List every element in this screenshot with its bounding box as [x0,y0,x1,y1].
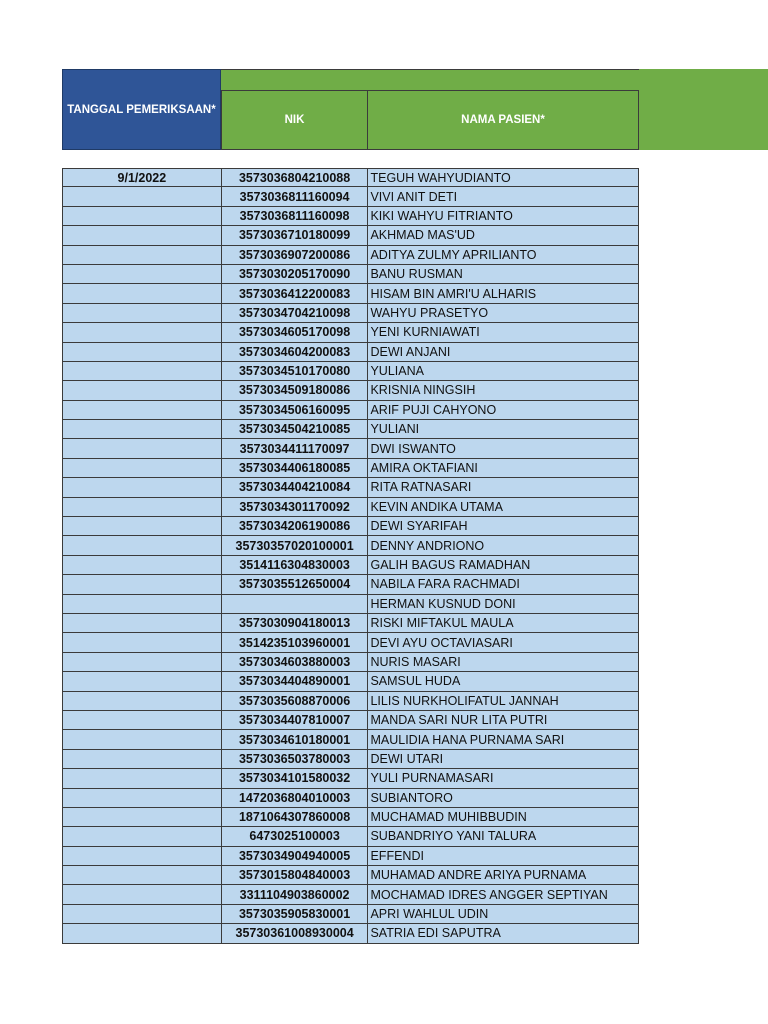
name-cell[interactable]: KRISNIA NINGSIH [367,380,639,400]
nik-cell[interactable]: 3573015804840003 [221,865,369,885]
name-cell[interactable]: KEVIN ANDIKA UTAMA [367,497,639,517]
table-row [62,614,639,633]
table-row [62,633,639,652]
name-cell[interactable]: YULI PURNAMASARI [367,768,639,788]
nik-cell[interactable]: 3573030904180013 [221,613,369,633]
nik-cell[interactable]: 3573034506160095 [221,400,369,420]
table-row [62,265,639,284]
date-cell[interactable] [62,283,222,303]
table-row [62,924,639,943]
name-cell[interactable]: RITA RATNASARI [367,477,639,497]
name-cell[interactable]: TEGUH WAHYUDIANTO [367,168,639,188]
nik-cell[interactable]: 6473025100003 [221,826,369,846]
nik-cell[interactable]: 3573030205170090 [221,264,369,284]
table-row [62,343,639,362]
name-cell[interactable]: SATRIA EDI SAPUTRA [367,923,639,943]
date-cell[interactable] [62,322,222,342]
date-cell[interactable] [62,710,222,730]
table-row [62,885,639,904]
table-row [62,381,639,400]
name-cell[interactable]: YENI KURNIAWATI [367,322,639,342]
nik-cell[interactable]: 3573036811160098 [221,206,369,226]
nik-cell[interactable]: 3573036710180099 [221,225,369,245]
table-row [62,847,639,866]
table-row [62,362,639,381]
name-cell[interactable]: MUHAMAD ANDRE ARIYA PURNAMA [367,865,639,885]
date-cell[interactable] [62,245,222,265]
date-cell[interactable] [62,438,222,458]
nik-cell[interactable]: 3573036503780003 [221,749,369,769]
header-nama-label: NAMA PASIEN* [461,114,545,126]
name-cell[interactable]: MOCHAMAD IDRES ANGGER SEPTIYAN [367,884,639,904]
table-row [62,711,639,730]
date-cell[interactable] [62,729,222,749]
name-cell[interactable]: NABILA FARA RACHMADI [367,574,639,594]
table-row [62,769,639,788]
table-row [62,730,639,749]
nik-cell[interactable]: 3514116304830003 [221,555,369,575]
name-cell[interactable]: ADITYA ZULMY APRILIANTO [367,245,639,265]
name-cell[interactable]: WAHYU PRASETYO [367,303,639,323]
name-cell[interactable]: DEWI SYARIFAH [367,516,639,536]
name-cell[interactable]: ARIF PUJI CAHYONO [367,400,639,420]
date-cell[interactable] [62,807,222,827]
table-row [62,692,639,711]
table-row [62,827,639,846]
nik-cell[interactable]: 35730361008930004 [221,923,369,943]
table-row [62,439,639,458]
name-cell[interactable]: APRI WAHLUL UDIN [367,904,639,924]
name-cell[interactable]: BANU RUSMAN [367,264,639,284]
name-cell[interactable]: AKHMAD MAS'UD [367,225,639,245]
table-row [62,187,639,206]
table-row [62,750,639,769]
date-cell[interactable] [62,264,222,284]
date-cell[interactable] [62,186,222,206]
table-row [62,168,639,187]
header-tanggal-label: TANGGAL PEMERIKSAAN* [67,103,216,116]
name-cell[interactable]: YULIANA [367,361,639,381]
nik-cell[interactable]: 3573034510170080 [221,361,369,381]
nik-cell[interactable]: 3573034301170092 [221,497,369,517]
date-cell[interactable] [62,400,222,420]
date-cell[interactable] [62,303,222,323]
table-row [62,517,639,536]
name-cell[interactable]: SUBANDRIYO YANI TALURA [367,826,639,846]
name-cell[interactable]: MANDA SARI NUR LITA PUTRI [367,710,639,730]
nik-cell[interactable]: 3573035905830001 [221,904,369,924]
date-cell[interactable] [62,749,222,769]
name-cell[interactable]: AMIRA OKTAFIANI [367,458,639,478]
nik-cell[interactable]: 3573034411170097 [221,438,369,458]
nik-cell[interactable]: 3573034605170098 [221,322,369,342]
name-cell[interactable]: SUBIANTORO [367,788,639,808]
date-cell[interactable] [62,632,222,652]
date-cell[interactable] [62,594,222,614]
date-cell[interactable] [62,361,222,381]
name-cell[interactable]: RISKI MIFTAKUL MAULA [367,613,639,633]
nik-cell[interactable] [221,594,369,614]
date-cell[interactable] [62,380,222,400]
nik-cell[interactable]: 3311104903860002 [221,884,369,904]
nik-cell[interactable]: 1871064307860008 [221,807,369,827]
nik-cell[interactable]: 3573034509180086 [221,380,369,400]
name-cell[interactable]: HISAM BIN AMRI'U ALHARIS [367,283,639,303]
nik-cell[interactable]: 3573036412200083 [221,283,369,303]
date-cell[interactable] [62,574,222,594]
table-row [62,672,639,691]
nik-cell[interactable]: 3573034404890001 [221,671,369,691]
table-row [62,207,639,226]
date-cell[interactable]: 9/1/2022 [62,168,222,188]
name-cell[interactable]: GALIH BAGUS RAMADHAN [367,555,639,575]
nik-cell[interactable]: 3573034206190086 [221,516,369,536]
date-cell[interactable] [62,846,222,866]
date-cell[interactable] [62,342,222,362]
table-row [62,653,639,672]
date-cell[interactable] [62,458,222,478]
nik-cell[interactable]: 3573034604200083 [221,342,369,362]
table-row [62,556,639,575]
name-cell[interactable]: HERMAN KUSNUD DONI [367,594,639,614]
header-green-band [639,69,768,150]
name-cell[interactable]: DEWI UTARI [367,749,639,769]
nik-cell[interactable]: 3573035512650004 [221,574,369,594]
nik-cell[interactable]: 1472036804010003 [221,788,369,808]
date-cell[interactable] [62,497,222,517]
patient-table-body [62,168,639,944]
name-cell[interactable]: DEVI AYU OCTAVIASARI [367,632,639,652]
table-row [62,498,639,517]
table-row [62,284,639,303]
table-row [62,304,639,323]
nik-cell[interactable]: 3573034404210084 [221,477,369,497]
name-cell[interactable]: SAMSUL HUDA [367,671,639,691]
header-nik-label: NIK [284,114,305,126]
name-cell[interactable]: EFFENDI [367,846,639,866]
name-cell[interactable]: KIKI WAHYU FITRIANTO [367,206,639,226]
date-cell[interactable] [62,535,222,555]
name-cell[interactable]: DWI ISWANTO [367,438,639,458]
table-row [62,536,639,555]
date-cell[interactable] [62,884,222,904]
nik-cell[interactable]: 3573036804210088 [221,168,369,188]
nik-cell[interactable]: 3573036811160094 [221,186,369,206]
date-cell[interactable] [62,477,222,497]
date-cell[interactable] [62,865,222,885]
name-cell[interactable]: MUCHAMAD MUHIBBUDIN [367,807,639,827]
date-cell[interactable] [62,206,222,226]
table-row [62,401,639,420]
table-row [62,789,639,808]
table-row [62,246,639,265]
date-cell[interactable] [62,652,222,672]
table-row [62,226,639,245]
nik-cell[interactable]: 3573034904940005 [221,846,369,866]
table-row [62,905,639,924]
date-cell[interactable] [62,671,222,691]
name-cell[interactable]: DEWI ANJANI [367,342,639,362]
date-cell[interactable] [62,788,222,808]
nik-cell[interactable]: 35730357020100001 [221,535,369,555]
table-row [62,595,639,614]
date-cell[interactable] [62,904,222,924]
name-cell[interactable]: NURIS MASARI [367,652,639,672]
date-cell[interactable] [62,555,222,575]
date-cell[interactable] [62,613,222,633]
date-cell[interactable] [62,516,222,536]
table-row [62,866,639,885]
name-cell[interactable]: MAULIDIA HANA PURNAMA SARI [367,729,639,749]
name-cell[interactable]: LILIS NURKHOLIFATUL JANNAH [367,691,639,711]
header-tanggal-pemeriksaan [62,69,221,150]
nik-cell[interactable]: 3514235103960001 [221,632,369,652]
date-cell[interactable] [62,768,222,788]
table-row [62,575,639,594]
nik-cell[interactable]: 3573035608870006 [221,691,369,711]
date-cell[interactable] [62,826,222,846]
table-row [62,323,639,342]
nik-cell[interactable]: 3573034610180001 [221,729,369,749]
header-merged-cell [221,69,639,91]
name-cell[interactable]: YULIANI [367,419,639,439]
table-row [62,420,639,439]
date-cell[interactable] [62,923,222,943]
table-row [62,459,639,478]
nik-cell[interactable]: 3573034101580032 [221,768,369,788]
nik-cell[interactable]: 3573036907200086 [221,245,369,265]
nik-cell[interactable]: 3573034704210098 [221,303,369,323]
date-cell[interactable] [62,691,222,711]
name-cell[interactable]: VIVI ANIT DETI [367,186,639,206]
nik-cell[interactable]: 3573034603880003 [221,652,369,672]
nik-cell[interactable]: 3573034407810007 [221,710,369,730]
table-row [62,478,639,497]
date-cell[interactable] [62,419,222,439]
date-cell[interactable] [62,225,222,245]
nik-cell[interactable]: 3573034504210085 [221,419,369,439]
header-nik [221,90,368,150]
header-nama-pasien [367,90,639,150]
nik-cell[interactable]: 3573034406180085 [221,458,369,478]
name-cell[interactable]: DENNY ANDRIONO [367,535,639,555]
table-row [62,808,639,827]
